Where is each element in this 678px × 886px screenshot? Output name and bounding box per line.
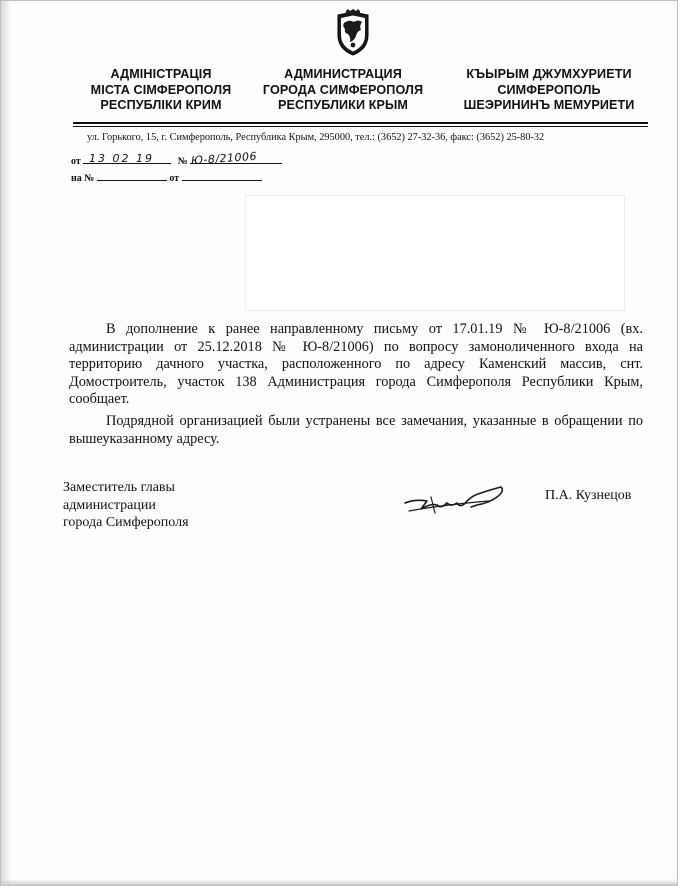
registration-ref-number-blank (97, 180, 167, 181)
header-crh-line-3: ШЕЭРИНИНЪ МЕМУРИЕТИ (463, 98, 635, 112)
letter-body (69, 321, 643, 452)
header-uk-line-2: МІСТА СІМФЕРОПОЛЯ (90, 82, 232, 97)
registration-ref-from-label: от (169, 173, 180, 184)
signer-title-line-1: Заместитель главы (63, 480, 175, 495)
signer-title (63, 479, 189, 532)
header-crh-line-2: СИМФЕРОПОЛЬ (497, 82, 601, 97)
header-rule-thin (73, 126, 648, 127)
coat-of-arms-emblem (332, 9, 374, 57)
registration-line-reference (71, 173, 262, 184)
header-rule-thick (73, 122, 648, 124)
handwritten-signature (401, 479, 511, 523)
handwritten-date: 13 02 19 (89, 152, 154, 165)
signer-title-line-2: администрации (63, 497, 156, 513)
header-ru-line-3: РЕСПУБЛИКИ КРЫМ (277, 98, 409, 112)
body-paragraph-2: Подрядной организацией были устранены все замечания, указанные в обращении по вышеуказанному адресу. (69, 412, 643, 447)
header-crh-line-1: КЪЫРЫМ ДЖУМХУРИЕТИ (466, 67, 632, 81)
header-ukrainian (76, 67, 246, 114)
organization-address: ул. Горького, 15, г. Симферополь, Республика Крым, 295000, тел.: (3652) 27-32-36, факс: (3652) 25-80-32 (87, 132, 545, 143)
handwritten-number: Ю-8/21006 (190, 149, 258, 168)
signer-name: П.А. Кузнецов (545, 488, 632, 503)
header-uk-line-1: АДМІНІСТРАЦІЯ (110, 67, 212, 81)
registration-ref-label: на № (71, 173, 95, 184)
header-crimean-tatar (450, 67, 648, 114)
header-ru-line-2: ГОРОДА СИМФЕРОПОЛЯ (262, 82, 424, 97)
registration-number-label: № (177, 156, 188, 167)
signer-title-line-3: города Симферополя (63, 515, 189, 530)
scan-edge-shadow-bottom (1, 879, 677, 885)
header-ru-line-1: АДМИНИСТРАЦИЯ (284, 67, 402, 81)
redacted-recipient-block (245, 195, 625, 311)
registration-ref-date-blank (182, 180, 262, 181)
header-uk-line-3: РЕСПУБЛІКИ КРИМ (100, 98, 222, 112)
registration-from-label: от (71, 156, 81, 167)
scan-edge-shadow (1, 1, 11, 885)
body-paragraph-1: В дополнение к ранее направленному письму от 17.01.19 № Ю-8/21006 (вх. администрации от 25.12.2018 № Ю-8/21006) по вопросу замоноличенного входа на территорию дачного участка, расположенного по адресу Каменский массив, снт. Домостроитель, участок 138 Администрация города Симферополя Республики Крым, сообщает. (69, 321, 643, 408)
header-russian (247, 67, 439, 114)
